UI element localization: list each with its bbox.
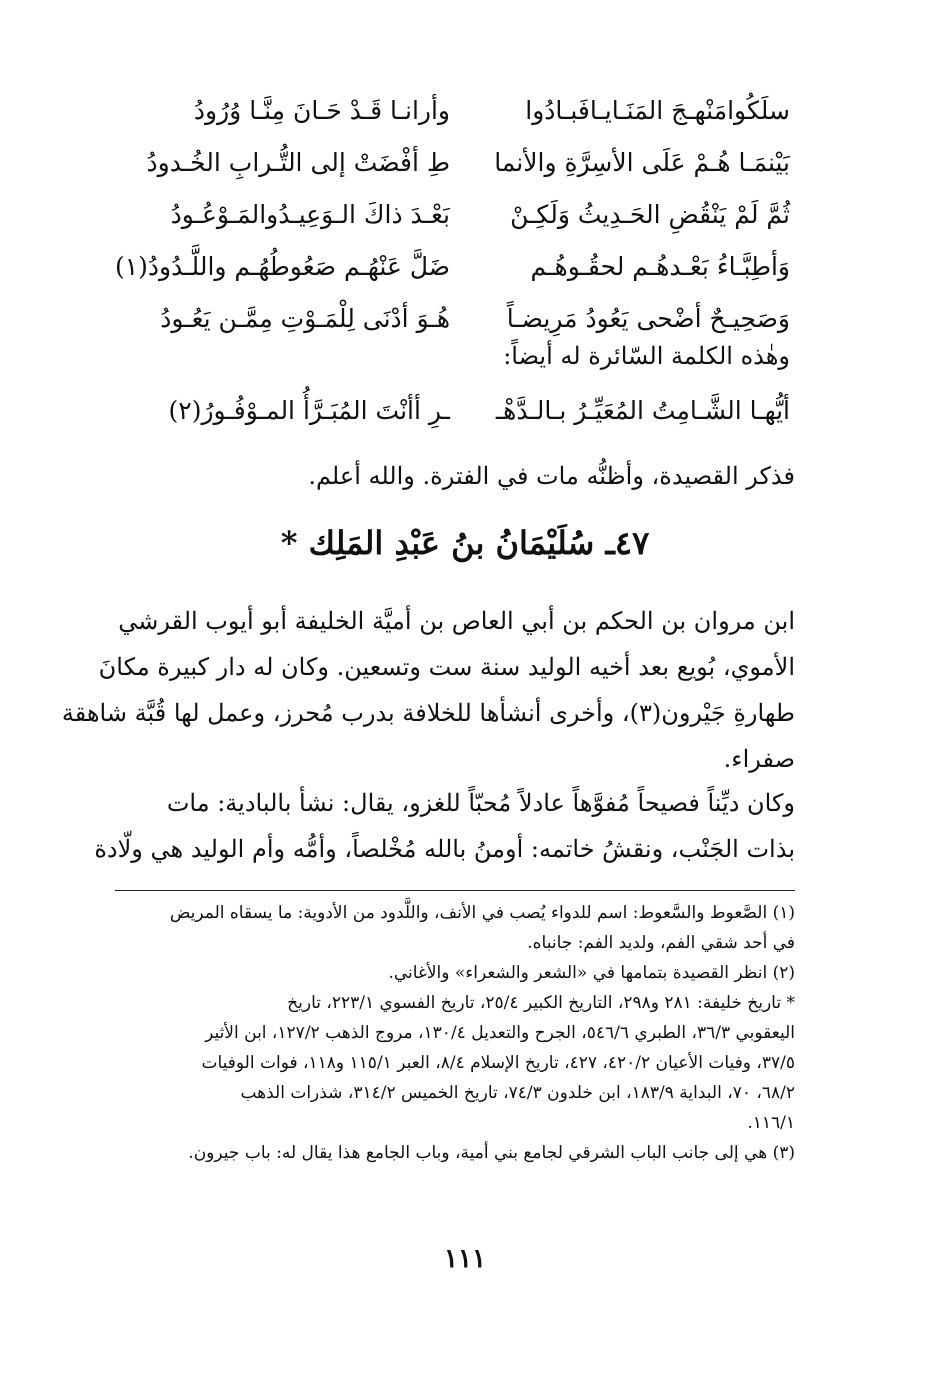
verse-3 bbox=[150, 188, 790, 240]
footnote-2: (٢) انظر القصيدة بتمامها في «الشعر والشعراء» والأغاني. bbox=[388, 963, 795, 983]
paragraph-2 bbox=[94, 780, 795, 872]
paragraph-1-line-3: طهارةِ جَيْرون(٣)، وأخرى أنشأها للخلافة بدرب مُحرز، وعمل لها قُبَّة شاهقة bbox=[61, 699, 795, 727]
verse-single bbox=[150, 384, 790, 436]
verse-4-first-hemistich: وَأطِبَّـاءُ بَعْـدهُـم لحقُـوهُـم bbox=[530, 251, 790, 281]
paragraph-1 bbox=[61, 598, 795, 782]
footnote-divider bbox=[115, 890, 795, 891]
verse-4-second-hemistich: ضَلَّ عَنْهُـم صَعُوطُهُـم واللَّـدُودُ(١) bbox=[114, 251, 450, 281]
footnote-sources-line-3: ٣٧/٥، وفيات الأعيان ٤٢٠/٢، ٤٢٧، تاريخ الإسلام ٨/٤، العبر ١١٥/١ و١١٨، فوات الوفيات bbox=[201, 1053, 795, 1073]
verse-1 bbox=[150, 84, 790, 136]
paragraph-2-line-2: بذات الجَنْب، ونقشُ خاتمه: أومنُ بالله مُخْلصاً، وأمُّه وأم الوليد هي ولّادة bbox=[94, 835, 795, 863]
footnote-sources-line-1: * تاريخ خليفة: ٢٨١ و٢٩٨، التاريخ الكبير ٢٥/٤، تاريخ الفسوي ٢٢٣/١، تاريخ bbox=[287, 993, 795, 1013]
verse-3-second-hemistich: بَعْـدَ ذاكَ الـوَعِيـدُوالمَـوْعُـودُ bbox=[170, 199, 450, 229]
verse-single-first-hemistich: أيُّهـا الشَّـامِتُ المُعَيِّـرُ بـالـدَّهْـ bbox=[495, 395, 790, 425]
verse-2 bbox=[146, 136, 790, 188]
footnotes bbox=[115, 898, 795, 1168]
footnote-sources-line-4: ٦٨/٢، ٧٠، البداية ١٨٣/٩، ابن خلدون ٧٤/٣، تاريخ الخميس ٣١٤/٢، شذرات الذهب bbox=[240, 1083, 795, 1103]
footnote-sources-line-5: ١١٦/١. bbox=[747, 1113, 795, 1133]
paragraph-1-line-4: صفراء. bbox=[723, 745, 795, 773]
verse-4 bbox=[114, 240, 790, 292]
verse-1-first-hemistich: سلَكُوامَنْهـجَ المَنَـايـافَبـادُوا bbox=[525, 95, 790, 125]
closing-remark: فذكر القصيدة، وأظنُّه مات في الفترة. والله أعلم. bbox=[308, 462, 795, 490]
entry-heading: ٤٧ـ سُلَيْمَانُ بنُ عَبْدِ المَلِك * bbox=[280, 524, 650, 562]
page-number: ١١١ bbox=[444, 1244, 486, 1274]
footnote-1-continued: في أحد شقي الفم، ولديد الفم: جانباه. bbox=[527, 933, 795, 953]
paragraph-1-line-1: ابن مروان بن الحكم بن أبي العاص بن أميَّة الخليفة أبو أيوب القرشي bbox=[118, 607, 795, 635]
paragraph-2-line-1: وكان ديِّناً فصيحاً مُفوَّهاً عادلاً مُحبّاً للغزو، يقال: نشأ بالبادية: مات bbox=[166, 789, 795, 817]
verse-5 bbox=[150, 292, 790, 344]
verse-3-first-hemistich: ثُمَّ لَمْ يَنْقُضِ الحَـدِيثُ وَلَكِـنْ bbox=[510, 199, 790, 229]
paragraph-1-line-2: الأموي، بُويع بعد أخيه الوليد سنة ست وتسعين. وكان له دار كبيرة مكانَ bbox=[98, 653, 795, 681]
poem-intro-line: وهٰذه الكلمة السّائرة له أيضاً: bbox=[503, 342, 790, 370]
verse-single-second-hemistich: ـرِ أأنْتَ المُبَـرَّأُ المـوْفُـورُ(٢) bbox=[168, 395, 450, 425]
footnote-1: (١) الصَّعوط والسَّعوط: اسم للدواء يُصب في الأنف، واللَّدود من الأدوية: ما يسقاه المريض bbox=[169, 903, 795, 923]
footnote-3: (٣) هي إلى جانب الباب الشرقي لجامع بني أمية، وباب الجامع هذا يقال له: باب جيرون. bbox=[188, 1143, 795, 1163]
footnote-sources-line-2: اليعقوبي ٣٦/٣، الطبري ٥٤٦/٦، الجرح والتعديل ١٣٠/٤، مروج الذهب ١٢٧/٢، ابن الأثير bbox=[205, 1023, 795, 1043]
poem-verses bbox=[114, 84, 790, 344]
verse-2-second-hemistich: طِ أفْضَتْ إلى التُّـرابِ الخُـدودُ bbox=[146, 147, 450, 177]
verse-1-second-hemistich: وأرانـا قَـدْ حَـانَ مِنَّـا وُرُودُ bbox=[193, 95, 450, 125]
verse-5-first-hemistich: وَصَحِيـحٌ أضْحى يَعُودُ مَرِيضـاً bbox=[506, 303, 790, 333]
verse-2-first-hemistich: بَيْنمَـا هُـمْ عَلَى الأسِرَّةِ والأنما bbox=[494, 147, 790, 177]
verse-5-second-hemistich: هُـوَ أدْنَى لِلْمَـوْتِ مِمَّـن يَعُـودُ bbox=[160, 303, 450, 333]
